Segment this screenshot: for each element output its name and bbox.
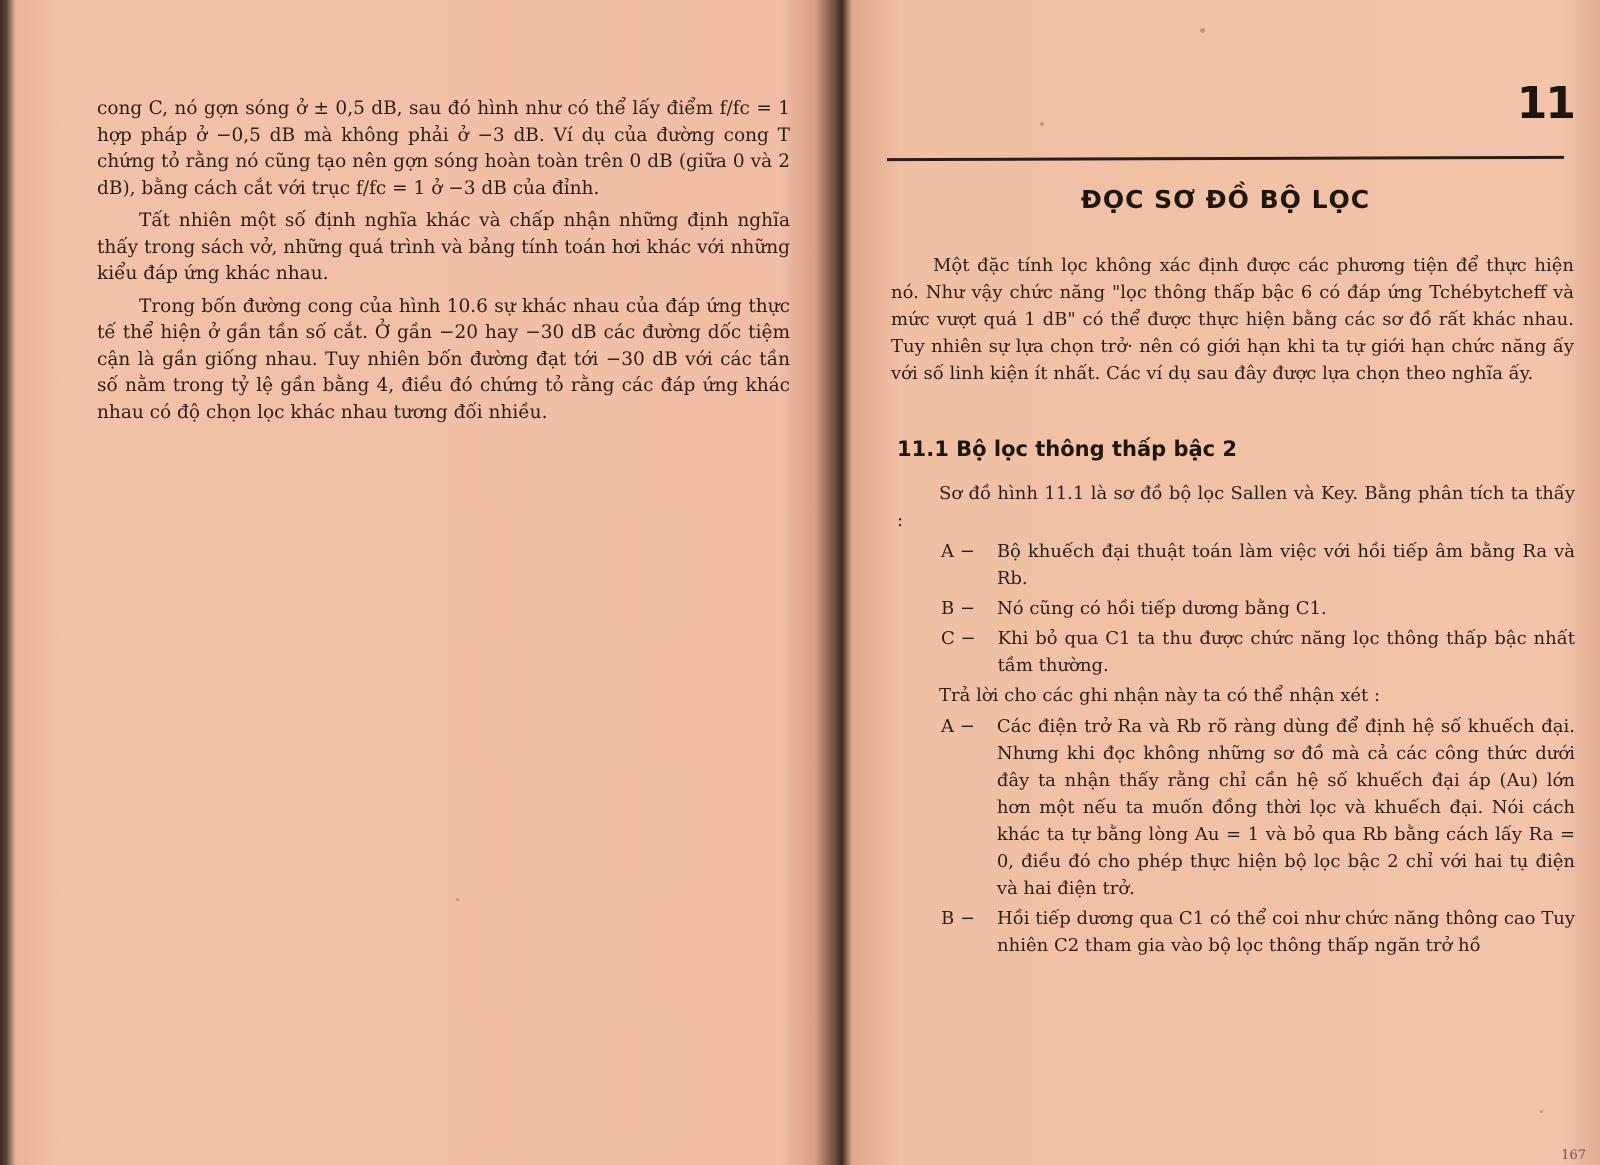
- paper-speck: [456, 898, 459, 901]
- observation-marker: C −: [941, 628, 976, 649]
- observation-marker: B −: [941, 598, 976, 619]
- observation-item: [897, 595, 1575, 622]
- observation-text: Nó cũng có hồi tiếp dương bằng C1.: [997, 598, 1327, 619]
- paper-speck: [1540, 1110, 1543, 1113]
- observation-marker: A −: [941, 541, 975, 562]
- chapter-intro: [891, 252, 1574, 387]
- observation-text: Khi bỏ qua C1 ta thu được chức năng lọc thông thấp bậc nhất tầm thường.: [997, 628, 1575, 676]
- remark-text: Các điện trở Ra và Rb rõ ràng dùng để định hệ số khuếch đại. Nhưng khi đọc không những sơ đồ mà cả các công thức dưới đây ta nhận thấy rằng chỉ cần hệ số khuếch đại áp (Au) lớn hơn một nếu ta muốn đồng thời lọc và khuếch đại. Nói cách khác ta tự bằng lòng Au = 1 và bỏ qua Rb bằng cách lấy Ra = 0, điều đó cho phép thực hiện bộ lọc bậc 2 chỉ với hai tụ điện và hai điện trở.: [996, 716, 1575, 899]
- left-page-text: [97, 96, 790, 426]
- remark-item: [897, 905, 1575, 959]
- chapter-title: ĐỌC SƠ ĐỒ BỘ LỌC: [1080, 185, 1371, 214]
- section-heading: 11.1 Bộ lọc thông thấp bậc 2: [897, 437, 1238, 461]
- page-number: 167: [1561, 1148, 1586, 1163]
- right-page: [845, 0, 1600, 1165]
- observation-item: [897, 538, 1575, 592]
- remark-marker: A −: [941, 716, 975, 737]
- chapter-number: 11: [1516, 78, 1574, 129]
- remark-marker: B −: [941, 908, 976, 929]
- intro-paragraph: Một đặc tính lọc không xác định được các phương tiện để thực hiện nó. Như vậy chức năng "lọc thông thấp bậc 6 có đáp ứng Tchébytcheff và mức vượt quá 1 dB" có thể được thực hiện bằng các sơ đồ rất khác nhau. Tuy nhiên sự lựa chọn trở· nên có giới hạn khi ta tự giới hạn chức năng ấy với số linh kiện ít nhất. Các ví dụ sau đây được lựa chọn theo nghĩa ấy.: [891, 255, 1574, 384]
- remark-item: [897, 713, 1575, 902]
- left-page: [20, 0, 828, 1165]
- left-paragraph: cong C, nó gợn sóng ở ± 0,5 dB, sau đó hình như có thể lấy điểm f/fc = 1 hợp pháp ở −0,5 dB mà không phải ở −3 dB. Ví dụ của đường cong T chứng tỏ rằng nó cũng tạo nên gợn sóng hoàn toàn trên 0 dB (giữa 0 và 2 dB), bằng cách cắt với trục f/fc = 1 ở −3 dB của đỉnh.: [97, 98, 790, 199]
- observation-text: Bộ khuếch đại thuật toán làm việc với hồi tiếp âm bằng Ra và Rb.: [996, 541, 1575, 589]
- paper-speck: [1040, 122, 1044, 126]
- section-body: [897, 480, 1575, 962]
- paper-speck: [1200, 28, 1205, 33]
- section-intro: Sơ đồ hình 11.1 là sơ đồ bộ lọc Sallen và Key. Bằng phân tích ta thấy :: [897, 483, 1575, 531]
- reply-intro: Trả lời cho các ghi nhận này ta có thể nhận xét :: [939, 685, 1381, 706]
- remark-text: Hồi tiếp dương qua C1 có thể coi như chức năng thông cao Tuy nhiên C2 tham gia vào bộ lọc thông thấp ngăn trở hồ: [997, 908, 1575, 956]
- chapter-rule: [887, 156, 1564, 161]
- observation-item: [897, 625, 1575, 679]
- left-paragraph: Tất nhiên một số định nghĩa khác và chấp nhận những định nghĩa thấy trong sách vở, những quá trình và bảng tính toán hơi khác với những kiểu đáp ứng khác nhau.: [97, 210, 790, 284]
- left-paragraph: Trong bốn đường cong của hình 10.6 sự khác nhau của đáp ứng thực tế thể hiện ở gần tần số cắt. Ở gần −20 hay −30 dB các đường dốc tiệm cận là gần giống nhau. Tuy nhiên bốn đường đạt tới −30 dB với các tần số nằm trong tỷ lệ gần bằng 4, điều đó chứng tỏ rằng các đáp ứng khác nhau có độ chọn lọc khác nhau tương đối nhiều.: [97, 295, 790, 423]
